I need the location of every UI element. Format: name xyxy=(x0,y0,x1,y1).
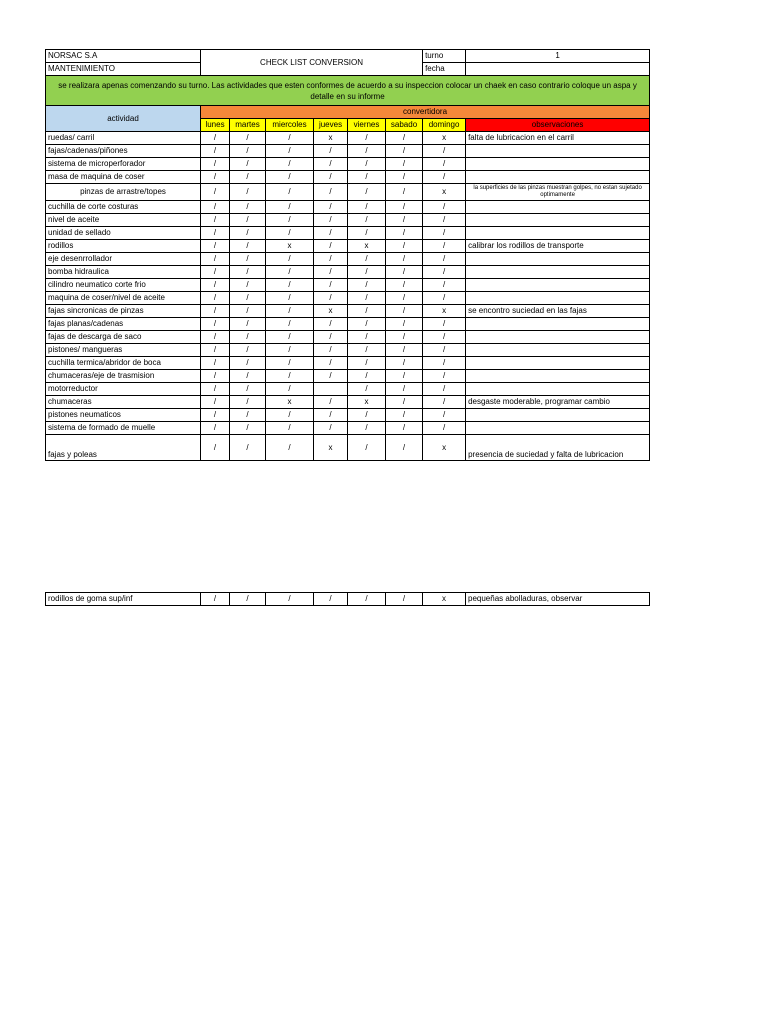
activity-cell: eje desenrrollador xyxy=(46,253,201,266)
mark-cell: / xyxy=(386,422,423,435)
table-row xyxy=(46,171,650,184)
mark-cell: / xyxy=(230,357,266,370)
observation-cell xyxy=(466,253,650,266)
mark-cell: / xyxy=(423,318,466,331)
mark-cell: / xyxy=(423,253,466,266)
table-row xyxy=(46,344,650,357)
day-header-viernes: viernes xyxy=(348,119,386,132)
mark-cell: / xyxy=(230,331,266,344)
mark-cell: / xyxy=(230,240,266,253)
mark-cell: / xyxy=(266,266,314,279)
mark-cell: / xyxy=(314,357,348,370)
mark-cell: / xyxy=(386,266,423,279)
table-row xyxy=(46,227,650,240)
mark-cell: / xyxy=(386,184,423,201)
mark-cell: / xyxy=(348,279,386,292)
observation-cell xyxy=(466,422,650,435)
day-header-sabado: sabado xyxy=(386,119,423,132)
observation-cell xyxy=(466,383,650,396)
fecha-value xyxy=(466,63,650,76)
mark-cell: / xyxy=(230,383,266,396)
mark-cell: / xyxy=(201,184,230,201)
mark-cell: / xyxy=(201,409,230,422)
mark-cell: / xyxy=(230,396,266,409)
mark-cell: / xyxy=(266,422,314,435)
mark-cell: / xyxy=(423,279,466,292)
mark-cell: / xyxy=(423,171,466,184)
observation-cell xyxy=(466,279,650,292)
mark-cell: / xyxy=(348,132,386,145)
mark-cell: / xyxy=(348,305,386,318)
mark-cell: / xyxy=(266,214,314,227)
table-row xyxy=(46,214,650,227)
mark-cell: / xyxy=(348,383,386,396)
mark-cell: / xyxy=(423,227,466,240)
mark-cell: / xyxy=(230,201,266,214)
activity-cell: fajas y poleas xyxy=(46,435,201,461)
checklist-title: CHECK LIST CONVERSION xyxy=(201,50,423,76)
day-header-martes: martes xyxy=(230,119,266,132)
fecha-label: fecha xyxy=(423,63,466,76)
activity-cell: sistema de microperforador xyxy=(46,158,201,171)
mark-cell: / xyxy=(230,593,266,606)
table-row xyxy=(46,435,650,461)
mark-cell: / xyxy=(266,253,314,266)
mark-cell: / xyxy=(314,158,348,171)
mark-cell: / xyxy=(201,305,230,318)
mark-cell: / xyxy=(266,357,314,370)
mark-cell: / xyxy=(423,344,466,357)
mark-cell: / xyxy=(266,409,314,422)
mark-cell: / xyxy=(266,305,314,318)
mark-cell: / xyxy=(423,396,466,409)
observation-cell xyxy=(466,370,650,383)
mark-cell: / xyxy=(230,145,266,158)
mark-cell: / xyxy=(386,305,423,318)
table-row xyxy=(46,132,650,145)
mark-cell: x xyxy=(266,396,314,409)
mark-cell: / xyxy=(230,409,266,422)
mark-cell: x xyxy=(423,184,466,201)
mark-cell: / xyxy=(230,305,266,318)
day-header-jueves: jueves xyxy=(314,119,348,132)
mark-cell: / xyxy=(386,435,423,461)
day-header-miercoles: miercoles xyxy=(266,119,314,132)
activity-cell: pinzas de arrastre/topes xyxy=(46,184,201,201)
observation-cell xyxy=(466,318,650,331)
mark-cell: / xyxy=(386,132,423,145)
table-row xyxy=(46,593,650,606)
mark-cell: / xyxy=(266,331,314,344)
mark-cell: / xyxy=(201,171,230,184)
mark-cell: / xyxy=(266,318,314,331)
mark-cell: / xyxy=(386,370,423,383)
mark-cell: / xyxy=(201,279,230,292)
activity-cell: cilindro neumatico corte frio xyxy=(46,279,201,292)
observation-cell: pequeñas abolladuras, observar xyxy=(466,593,650,606)
table-row xyxy=(46,422,650,435)
mark-cell: / xyxy=(386,171,423,184)
mark-cell: / xyxy=(314,422,348,435)
mark-cell: / xyxy=(201,331,230,344)
mark-cell: / xyxy=(266,593,314,606)
mark-cell: / xyxy=(266,292,314,305)
mark-cell: / xyxy=(386,383,423,396)
table-row xyxy=(46,201,650,214)
mark-cell: / xyxy=(201,344,230,357)
mark-cell: / xyxy=(230,253,266,266)
mark-cell: / xyxy=(266,132,314,145)
mark-cell: / xyxy=(314,266,348,279)
mark-cell: / xyxy=(230,227,266,240)
observation-cell: se encontro suciedad en las fajas xyxy=(466,305,650,318)
mark-cell: / xyxy=(314,184,348,201)
mark-cell: / xyxy=(386,253,423,266)
mark-cell: / xyxy=(386,344,423,357)
observation-cell xyxy=(466,331,650,344)
mark-cell: x xyxy=(314,132,348,145)
mark-cell: / xyxy=(201,422,230,435)
mark-cell: / xyxy=(314,292,348,305)
mark-cell: / xyxy=(423,357,466,370)
mark-cell: / xyxy=(314,214,348,227)
table-row xyxy=(46,357,650,370)
mark-cell: / xyxy=(201,435,230,461)
mark-cell: / xyxy=(386,214,423,227)
activity-cell: chumaceras xyxy=(46,396,201,409)
mark-cell: / xyxy=(201,158,230,171)
mark-cell: / xyxy=(266,435,314,461)
mark-cell: / xyxy=(266,184,314,201)
mark-cell: / xyxy=(423,331,466,344)
observation-cell xyxy=(466,266,650,279)
mark-cell: / xyxy=(201,318,230,331)
table-row xyxy=(46,253,650,266)
mark-cell: / xyxy=(314,331,348,344)
mark-cell: x xyxy=(314,435,348,461)
mark-cell: / xyxy=(314,318,348,331)
mark-cell: x xyxy=(348,240,386,253)
observation-cell xyxy=(466,409,650,422)
mark-cell: / xyxy=(386,331,423,344)
activity-cell: masa de maquina de coser xyxy=(46,171,201,184)
activity-cell: unidad de sellado xyxy=(46,227,201,240)
mark-cell: x xyxy=(266,240,314,253)
mark-cell: / xyxy=(348,201,386,214)
observation-cell: desgaste moderable, programar cambio xyxy=(466,396,650,409)
mark-cell: / xyxy=(386,357,423,370)
convertidora-header: convertidora xyxy=(201,106,650,119)
activity-cell: fajas planas/cadenas xyxy=(46,318,201,331)
mark-cell: / xyxy=(423,292,466,305)
mark-cell: / xyxy=(348,318,386,331)
mark-cell: / xyxy=(348,409,386,422)
mark-cell: x xyxy=(423,593,466,606)
mark-cell: / xyxy=(230,279,266,292)
activity-cell: cuchilla termica/abridor de boca xyxy=(46,357,201,370)
mark-cell: x xyxy=(423,435,466,461)
mark-cell: / xyxy=(201,253,230,266)
mark-cell: / xyxy=(230,435,266,461)
mark-cell: / xyxy=(348,214,386,227)
mark-cell: / xyxy=(348,292,386,305)
mark-cell: / xyxy=(201,357,230,370)
mark-cell: / xyxy=(386,292,423,305)
activity-cell: chumaceras/eje de trasmision xyxy=(46,370,201,383)
mark-cell: / xyxy=(314,240,348,253)
mark-cell: / xyxy=(230,266,266,279)
mark-cell: / xyxy=(201,292,230,305)
activity-cell: pistones/ mangueras xyxy=(46,344,201,357)
mark-cell: / xyxy=(230,318,266,331)
company-name: NORSAC S.A xyxy=(46,50,201,63)
mark-cell: / xyxy=(423,409,466,422)
mark-cell: / xyxy=(314,409,348,422)
mark-cell: / xyxy=(348,370,386,383)
table-row xyxy=(46,318,650,331)
mark-cell: / xyxy=(230,132,266,145)
mark-cell: / xyxy=(386,593,423,606)
mark-cell: / xyxy=(314,344,348,357)
mark-cell: / xyxy=(423,240,466,253)
table-row xyxy=(46,292,650,305)
mark-cell: / xyxy=(266,171,314,184)
mark-cell: / xyxy=(314,145,348,158)
table-row xyxy=(46,383,650,396)
mark-cell: / xyxy=(423,383,466,396)
activity-cell: pistones neumaticos xyxy=(46,409,201,422)
mark-cell: / xyxy=(201,383,230,396)
mark-cell: x xyxy=(423,132,466,145)
table-row xyxy=(46,305,650,318)
mark-cell: / xyxy=(201,214,230,227)
mark-cell: x xyxy=(348,396,386,409)
mark-cell: / xyxy=(386,240,423,253)
mark-cell: / xyxy=(230,158,266,171)
turno-value: 1 xyxy=(466,50,650,63)
mark-cell: / xyxy=(266,227,314,240)
mark-cell: / xyxy=(386,158,423,171)
mark-cell: / xyxy=(266,279,314,292)
observation-cell xyxy=(466,158,650,171)
table-row xyxy=(46,145,650,158)
mark-cell: / xyxy=(314,201,348,214)
mark-cell: / xyxy=(266,383,314,396)
mark-cell: x xyxy=(423,305,466,318)
observation-cell xyxy=(466,344,650,357)
mark-cell: / xyxy=(266,158,314,171)
mark-cell: / xyxy=(201,201,230,214)
mark-cell: / xyxy=(348,593,386,606)
mark-cell: / xyxy=(314,227,348,240)
activity-cell: bomba hidraulica xyxy=(46,266,201,279)
mark-cell: / xyxy=(386,279,423,292)
mark-cell: / xyxy=(348,145,386,158)
mark-cell: / xyxy=(314,253,348,266)
mark-cell xyxy=(314,383,348,396)
activity-cell: rodillos xyxy=(46,240,201,253)
observation-cell: la superficies de las pinzas muestran golpes, no estan sujetado optimamente xyxy=(466,184,650,201)
observation-cell: calibrar los rodillos de transporte xyxy=(466,240,650,253)
mark-cell: / xyxy=(386,145,423,158)
activity-cell: maquina de coser/nivel de aceite xyxy=(46,292,201,305)
mark-cell: / xyxy=(348,266,386,279)
mark-cell: / xyxy=(386,396,423,409)
table-row xyxy=(46,240,650,253)
mark-cell: / xyxy=(423,145,466,158)
mark-cell: / xyxy=(386,227,423,240)
table-row xyxy=(46,396,650,409)
activity-cell: nivel de aceite xyxy=(46,214,201,227)
extra-row-table xyxy=(45,592,650,606)
turno-label: turno xyxy=(423,50,466,63)
mark-cell: / xyxy=(230,184,266,201)
activity-cell: fajas de descarga de saco xyxy=(46,331,201,344)
activity-cell: fajas/cadenas/piñones xyxy=(46,145,201,158)
mark-cell: / xyxy=(266,201,314,214)
table-row xyxy=(46,279,650,292)
mark-cell: / xyxy=(201,227,230,240)
mark-cell: / xyxy=(423,158,466,171)
mark-cell: / xyxy=(201,396,230,409)
mark-cell: / xyxy=(348,184,386,201)
mark-cell: / xyxy=(423,370,466,383)
mark-cell: / xyxy=(386,201,423,214)
day-header-domingo: domingo xyxy=(423,119,466,132)
activity-cell: rodillos de goma sup/inf xyxy=(46,593,201,606)
mark-cell: / xyxy=(348,171,386,184)
mark-cell: / xyxy=(314,593,348,606)
table-row xyxy=(46,158,650,171)
table-row xyxy=(46,409,650,422)
mark-cell: / xyxy=(266,145,314,158)
activity-cell: ruedas/ carril xyxy=(46,132,201,145)
activity-header: actividad xyxy=(46,106,201,132)
mark-cell: / xyxy=(348,357,386,370)
mark-cell: / xyxy=(314,370,348,383)
mark-cell: / xyxy=(348,158,386,171)
mark-cell: / xyxy=(348,227,386,240)
mark-cell: / xyxy=(201,370,230,383)
mark-cell: / xyxy=(266,370,314,383)
mark-cell: / xyxy=(230,422,266,435)
mark-cell: / xyxy=(314,396,348,409)
mark-cell: / xyxy=(386,318,423,331)
observation-cell xyxy=(466,292,650,305)
mark-cell: / xyxy=(201,145,230,158)
mark-cell: / xyxy=(314,171,348,184)
activity-cell: fajas sincronicas de pinzas xyxy=(46,305,201,318)
observations-header: observaciones xyxy=(466,119,650,132)
mark-cell: x xyxy=(314,305,348,318)
mark-cell: / xyxy=(348,422,386,435)
mark-cell: / xyxy=(266,344,314,357)
checklist-table xyxy=(45,49,650,461)
mark-cell: / xyxy=(201,240,230,253)
table-row xyxy=(46,370,650,383)
instructions-note: se realizara apenas comenzando su turno. Las actividades que esten conformes de acuerdo a su inspeccion colocar un chaek en caso contrario coloque un aspa y detalle en su informe xyxy=(46,76,650,106)
observation-cell: presencia de suciedad y falta de lubricacion xyxy=(466,435,650,461)
mark-cell: / xyxy=(230,214,266,227)
observation-cell xyxy=(466,214,650,227)
mark-cell: / xyxy=(314,279,348,292)
observation-cell xyxy=(466,201,650,214)
mark-cell: / xyxy=(423,201,466,214)
department-name: MANTENIMIENTO xyxy=(46,63,201,76)
mark-cell: / xyxy=(423,214,466,227)
observation-cell: falta de lubricacion en el carril xyxy=(466,132,650,145)
mark-cell: / xyxy=(201,593,230,606)
mark-cell: / xyxy=(230,292,266,305)
table-row xyxy=(46,331,650,344)
mark-cell: / xyxy=(423,422,466,435)
mark-cell: / xyxy=(230,370,266,383)
observation-cell xyxy=(466,227,650,240)
mark-cell: / xyxy=(230,171,266,184)
table-row xyxy=(46,266,650,279)
observation-cell xyxy=(466,357,650,370)
mark-cell: / xyxy=(423,266,466,279)
observation-cell xyxy=(466,145,650,158)
table-row xyxy=(46,184,650,201)
mark-cell: / xyxy=(348,344,386,357)
mark-cell: / xyxy=(201,132,230,145)
mark-cell: / xyxy=(348,253,386,266)
mark-cell: / xyxy=(348,331,386,344)
mark-cell: / xyxy=(386,409,423,422)
mark-cell: / xyxy=(348,435,386,461)
activity-cell: cuchilla de corte costuras xyxy=(46,201,201,214)
mark-cell: / xyxy=(201,266,230,279)
mark-cell: / xyxy=(230,344,266,357)
activity-cell: motorreductor xyxy=(46,383,201,396)
observation-cell xyxy=(466,171,650,184)
day-header-lunes: lunes xyxy=(201,119,230,132)
activity-cell: sistema de formado de muelle xyxy=(46,422,201,435)
